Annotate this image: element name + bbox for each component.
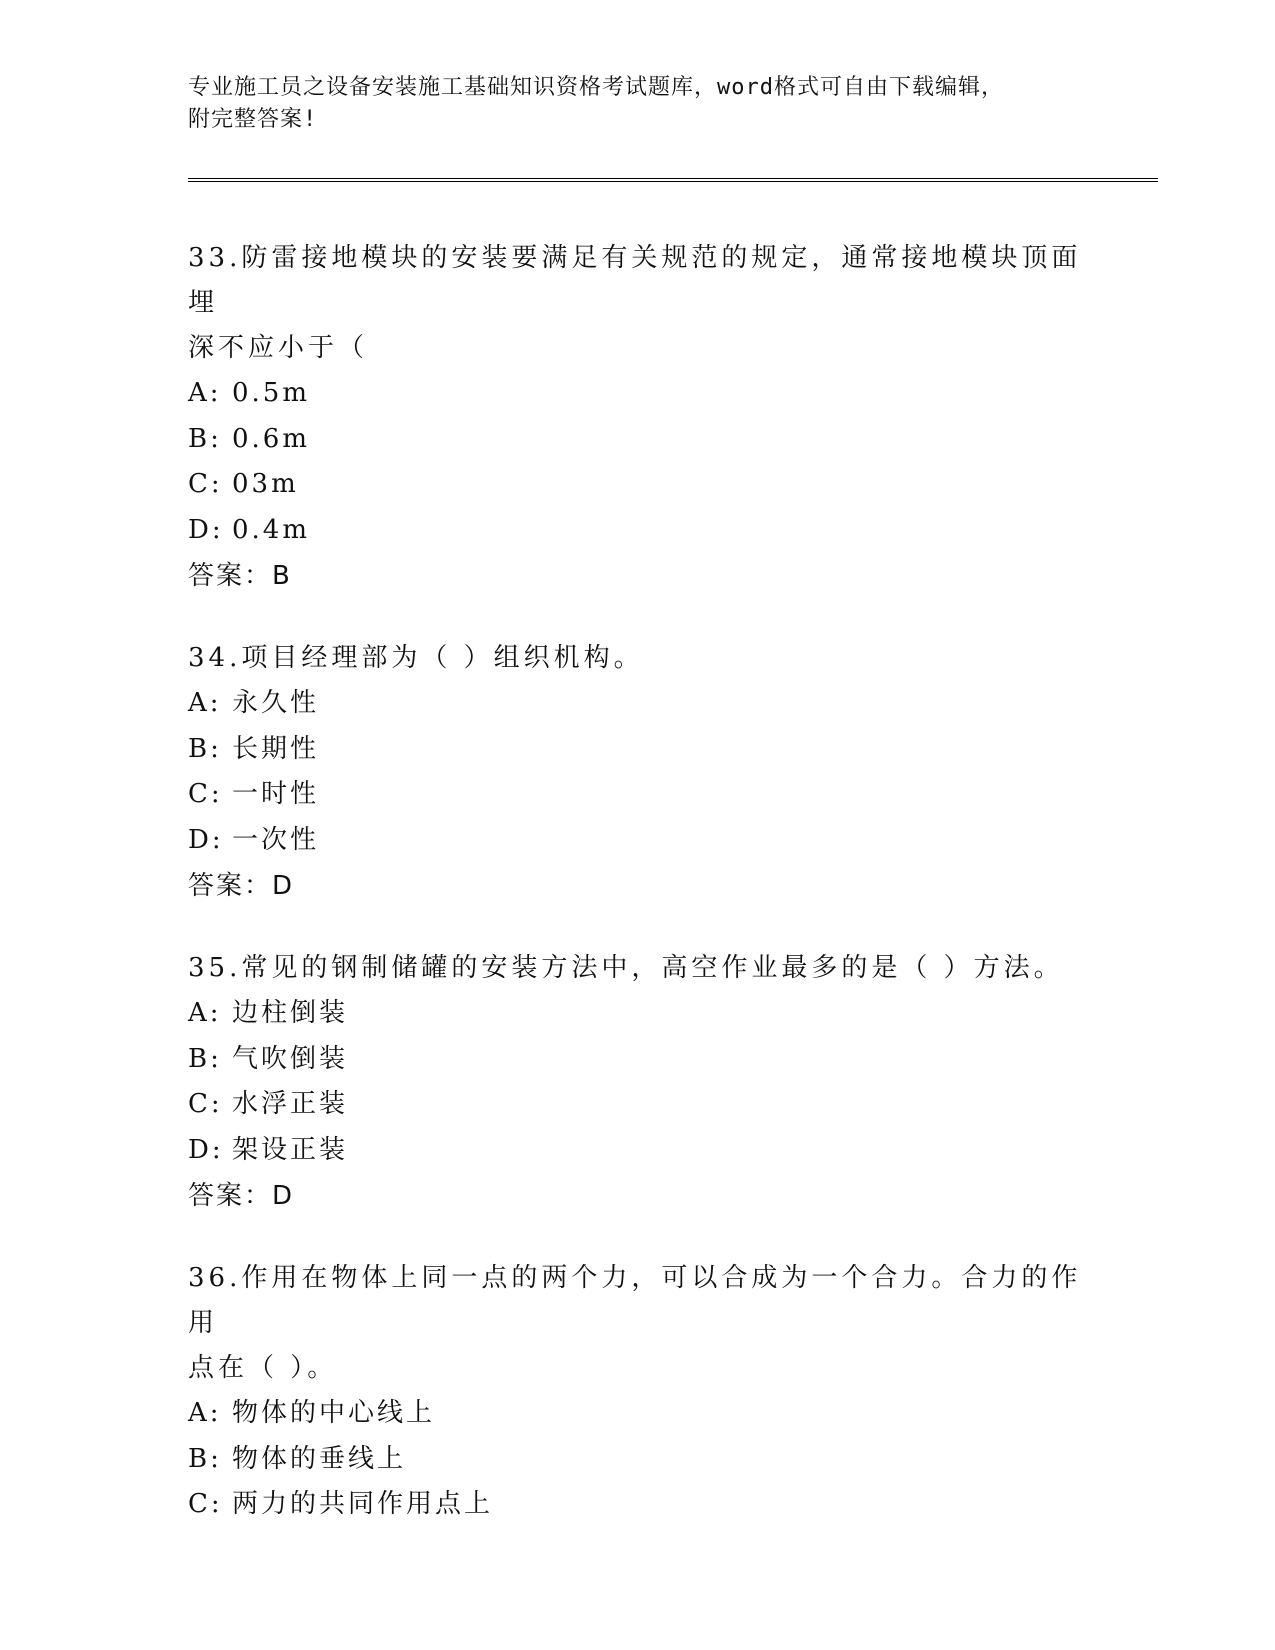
option-letter: C:	[188, 469, 223, 499]
option-b	[188, 417, 1088, 463]
header-line-1: 专业施工员之设备安装施工基础知识资格考试题库，word格式可自由下载编辑，	[188, 75, 1004, 100]
option-letter: A:	[188, 378, 222, 408]
header-line-2: 附完整答案!	[188, 107, 318, 132]
option-b	[188, 727, 1088, 773]
question-34	[188, 636, 1088, 909]
option-text: 0.4m	[232, 514, 311, 545]
question-33	[188, 236, 1088, 599]
option-d	[188, 508, 1088, 554]
option-letter: A:	[188, 1398, 222, 1428]
option-c	[188, 772, 1088, 818]
option-letter: C:	[188, 1489, 223, 1519]
option-a	[188, 991, 1088, 1037]
option-text: 长期性	[232, 733, 320, 764]
option-letter: D:	[188, 1134, 224, 1165]
question-text-line: 36.作用在物体上同一点的两个力，可以合成为一个合力。合力的作用	[188, 1263, 1082, 1338]
option-c	[188, 1082, 1088, 1128]
answer: 答案：D	[188, 871, 295, 901]
option-text: 物体的垂线上	[232, 1443, 407, 1474]
option-text: 水浮正装	[232, 1089, 349, 1119]
option-text: 一时性	[232, 779, 320, 809]
option-text: 0.6m	[232, 423, 311, 454]
option-letter: A:	[188, 998, 222, 1028]
option-letter: D:	[188, 514, 224, 545]
option-letter: C:	[188, 779, 223, 809]
option-letter: C:	[188, 1089, 223, 1119]
question-list	[188, 236, 1088, 1565]
option-a	[188, 371, 1088, 417]
option-text: 两力的共同作用点上	[232, 1489, 494, 1519]
option-b	[188, 1037, 1088, 1083]
question-text	[188, 236, 1088, 371]
option-b	[188, 1437, 1088, 1483]
question-text-line: 深不应小于（	[188, 333, 369, 363]
question-text-line: 33.防雷接地模块的安装要满足有关规范的规定，通常接地模块顶面埋	[188, 243, 1082, 318]
question-text	[188, 1256, 1088, 1391]
option-a	[188, 681, 1088, 727]
option-letter: D:	[188, 824, 224, 855]
option-text: 一次性	[232, 824, 320, 855]
option-letter: B:	[188, 1043, 222, 1074]
option-d	[188, 818, 1088, 864]
document-header	[188, 72, 1088, 136]
question-text-line: 34.项目经理部为（ ）组织机构。	[188, 643, 644, 673]
option-c	[188, 462, 1088, 508]
option-text: 03m	[232, 469, 299, 499]
answer: 答案：B	[188, 561, 292, 591]
question-text	[188, 636, 1088, 681]
header-divider	[188, 178, 1158, 182]
option-letter: A:	[188, 688, 222, 718]
option-text: 0.5m	[232, 378, 311, 408]
option-c	[188, 1482, 1088, 1528]
option-letter: B:	[188, 423, 222, 454]
option-text: 气吹倒装	[232, 1043, 349, 1074]
question-text	[188, 946, 1088, 991]
option-a	[188, 1391, 1088, 1437]
option-text: 永久性	[232, 688, 320, 718]
option-text: 物体的中心线上	[232, 1398, 436, 1428]
option-text: 边柱倒装	[232, 998, 349, 1028]
question-text-line: 点在（ ）。	[188, 1353, 338, 1383]
question-text-line: 35.常见的钢制储罐的安装方法中，高空作业最多的是（ ）方法。	[188, 953, 1064, 983]
question-36	[188, 1256, 1088, 1528]
question-35	[188, 946, 1088, 1219]
option-text: 架设正装	[232, 1134, 349, 1165]
option-d	[188, 1128, 1088, 1174]
option-letter: B:	[188, 1443, 222, 1474]
answer: 答案：D	[188, 1181, 295, 1211]
option-letter: B:	[188, 733, 222, 764]
